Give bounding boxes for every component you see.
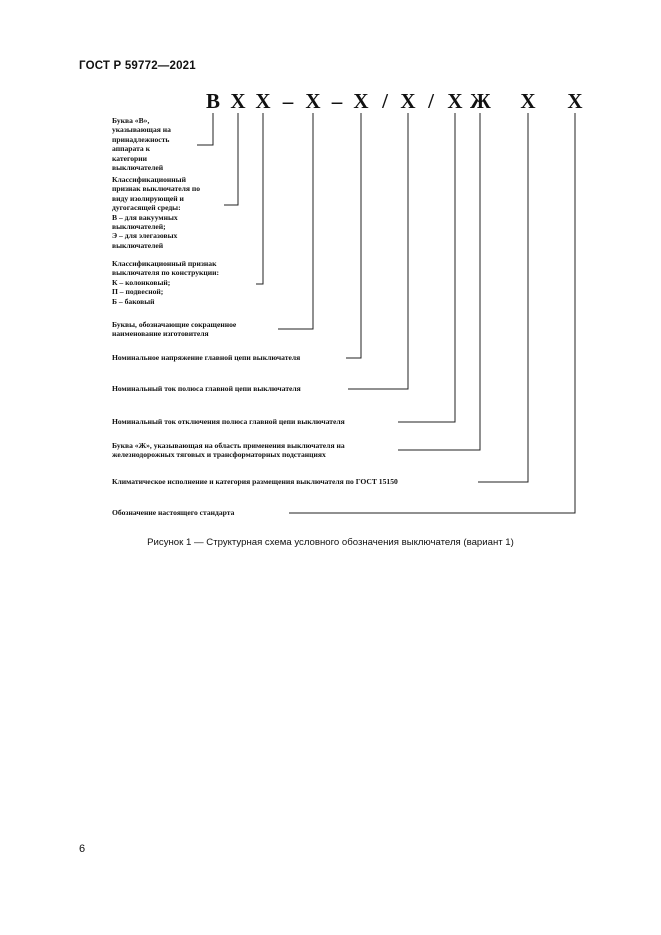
code-position-4: Х — [353, 89, 369, 113]
connector-4 — [278, 113, 313, 329]
code-position-5: Х — [400, 89, 416, 113]
code-letter-zh: Ж — [470, 89, 491, 113]
code-dash-1: – — [282, 89, 294, 113]
code-position-6: Х — [447, 89, 463, 113]
figure-caption: Рисунок 1 — Структурная схема условного обозначения выключателя (вариант 1) — [147, 537, 514, 548]
connector-1 — [197, 113, 213, 145]
code-slash-1: / — [382, 89, 388, 113]
code-position-7: Х — [520, 89, 536, 113]
code-position-8: Х — [567, 89, 583, 113]
label-insulation-medium: Классификационный признак выключателя по виду изолирующей и дугогасящей среды: В – для вакуумных выключателей; Э – для элегазовых выключателей — [112, 175, 201, 250]
label-rated-voltage: Номинальное напряжение главной цепи выключателя — [112, 353, 301, 362]
label-construction-type: Классификационный признак выключателя по конструкции: К – колонковый; П – подвесной; Б – баковый — [112, 259, 220, 306]
code-dash-2: – — [331, 89, 343, 113]
connector-5 — [346, 113, 361, 358]
page-number: 6 — [79, 843, 86, 855]
connector-8 — [398, 113, 480, 450]
connector-3 — [256, 113, 263, 284]
label-letter-v: Буква «В», указывающая на принадлежность аппарата к категории выключателей — [112, 116, 171, 173]
label-breaking-current: Номинальный ток отключения полюса главной цепи выключателя — [112, 417, 345, 426]
label-rated-current: Номинальный ток полюса главной цепи выключателя — [112, 384, 301, 393]
code-position-3: Х — [305, 89, 321, 113]
code-letter-v: В — [205, 89, 220, 113]
label-manufacturer: Буквы, обозначающие сокращенное наименование изготовителя — [112, 320, 237, 339]
connector-7 — [398, 113, 455, 422]
code-position-2: Х — [255, 89, 271, 113]
connector-2 — [224, 113, 238, 205]
label-standard-designation: Обозначение настоящего стандарта — [112, 508, 235, 517]
label-climatic-version: Климатическое исполнение и категория размещения выключателя по ГОСТ 15150 — [112, 477, 398, 486]
connector-6 — [348, 113, 408, 389]
code-position-1: Х — [230, 89, 246, 113]
connector-9 — [478, 113, 528, 482]
code-slash-2: / — [428, 89, 434, 113]
document-header: ГОСТ Р 59772—2021 — [79, 60, 196, 72]
label-letter-zh: Буква «Ж», указывающая на область применения выключателя на железнодорожных тяговых и трансформаторных подстанциях — [112, 441, 345, 460]
